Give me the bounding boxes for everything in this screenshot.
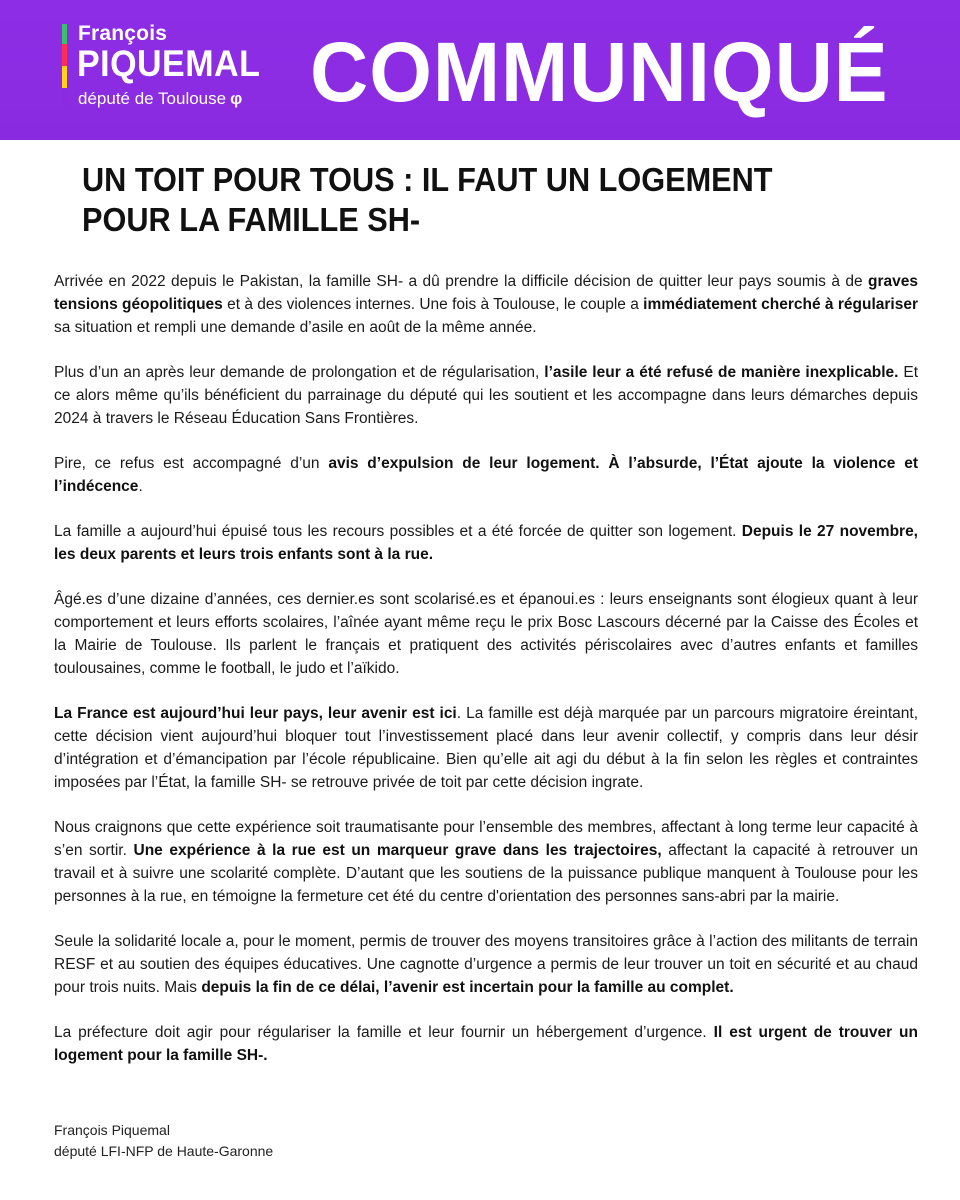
paragraph <box>54 816 918 908</box>
paragraph <box>54 702 918 794</box>
text-run: et à des violences internes. Une fois à Toulouse, le couple a <box>222 296 644 313</box>
phi-symbol-icon: φ <box>230 89 243 108</box>
text-run: affectant la capacité à retrouver un travail et à suivre une scolarité complète. D’autant que les soutiens de la puissance publique manquent à Toulouse pour les personnes à la rue, en témoigne la fermeture cet été du centre d'orientation des personnes sans-abri par la mairie. <box>54 842 918 905</box>
header-title: COMMUNIQUÉ <box>310 25 889 119</box>
text-run: Âgé.es d’une dizaine d’années, ces dernier.es sont scolarisé.es et épanoui.es : leurs enseignants sont élogieux quant à leur comportement et leurs efforts scolaires, l’aînée ayant même reçu le prix Bosc Lascours décerné par la Caisse des Écoles et la Mairie de Toulouse. Ils parlent le français et pratiquent des activités périscolaires avec d’autres enfants et familles toulousaines, comme le football, le judo et l’aïkido. <box>54 591 918 677</box>
header-banner <box>0 0 960 140</box>
bold-text: depuis la fin de ce délai, l’avenir est incertain pour la famille au complet. <box>201 979 734 996</box>
logo-last-name: PIQUEMAL <box>77 43 261 84</box>
page-title: UN TOIT POUR TOUS : IL FAUT UN LOGEMENT POUR LA FAMILLE SH- <box>82 161 773 238</box>
text-run: Et ce alors même qu’ils bénéficient du parrainage du député qui les soutient et les accompagne dans leurs démarches depuis 2024 à travers le Réseau Éducation Sans Frontières. <box>54 364 919 427</box>
paragraph <box>54 270 918 339</box>
paragraph <box>54 361 918 430</box>
text-run: sa situation et rempli une demande d’asile en août de la même année. <box>54 319 537 336</box>
body-text <box>54 270 918 1089</box>
bold-text: graves tensions géopolitiques <box>54 273 918 313</box>
paragraph <box>54 930 918 999</box>
text-run: Plus d’un an après leur demande de prolongation et de régularisation, <box>54 364 545 381</box>
logo-first-name: François <box>78 22 168 45</box>
bold-text: avis d’expulsion de leur logement. À l’absurde, l’État ajoute la violence et l’indécence <box>54 455 918 495</box>
text-run: La préfecture doit agir pour régulariser la famille et leur fournir un hébergement d’urgence. <box>54 1024 714 1041</box>
paragraph <box>54 452 918 498</box>
text-run: La famille a aujourd’hui épuisé tous les recours possibles et a été forcée de quitter son logement. <box>54 523 742 540</box>
paragraph <box>54 1021 918 1067</box>
text-run: . La famille est déjà marquée par un parcours migratoire éreintant, cette décision vient aujourd’hui bloquer tout l’investissement placé dans leur avenir collectif, y compris dans leur désir d’intégration et d’émancipation par l’école républicaine. Bien qu’elle ait agi du début à la fin selon les règles et contraintes imposées par l’État, la famille SH- se retrouve privée de toit par cette décision ingrate. <box>54 705 919 791</box>
bold-text: immédiatement cherché à régulariser <box>643 296 918 313</box>
bold-text: Une expérience à la rue est un marqueur grave dans les trajectoires, <box>133 842 662 859</box>
bold-text: Il est urgent de trouver un logement pour la famille SH-. <box>54 1024 918 1064</box>
text-run: Nous craignons que cette expérience soit traumatisante pour l’ensemble des membres, affectant à long terme leur capacité à s’en sortir. <box>54 819 918 859</box>
text-run: Pire, ce refus est accompagné d’un <box>54 455 329 472</box>
signature-name: François Piquemal <box>54 1122 170 1138</box>
signature-role: député LFI-NFP de Haute-Garonne <box>54 1143 274 1159</box>
bold-text: La France est aujourd’hui leur pays, leur avenir est ici <box>54 705 457 722</box>
paragraph <box>54 520 918 566</box>
logo <box>58 22 261 114</box>
logo-color-bar <box>62 24 67 110</box>
text-run: . <box>138 478 143 495</box>
text-run: Seule la solidarité locale a, pour le moment, permis de trouver des moyens transitoires grâce à l’action des militants de terrain RESF et au soutien des équipes éducatives. Une cagnotte d’urgence a permis de leur trouver un toit en sécurité et au chaud pour trois nuits. Mais <box>54 933 918 996</box>
paragraph <box>54 588 918 680</box>
signature <box>54 1120 273 1162</box>
logo-subtitle-text: député de Toulouse <box>78 89 227 108</box>
text-run: Arrivée en 2022 depuis le Pakistan, la famille SH- a dû prendre la difficile décision de quitter leur pays soumis à de <box>54 273 869 290</box>
bold-text: l’asile leur a été refusé de manière inexplicable. <box>544 364 899 381</box>
bold-text: Depuis le 27 novembre, les deux parents et leurs trois enfants sont à la rue. <box>54 523 918 563</box>
logo-subtitle <box>78 89 242 109</box>
